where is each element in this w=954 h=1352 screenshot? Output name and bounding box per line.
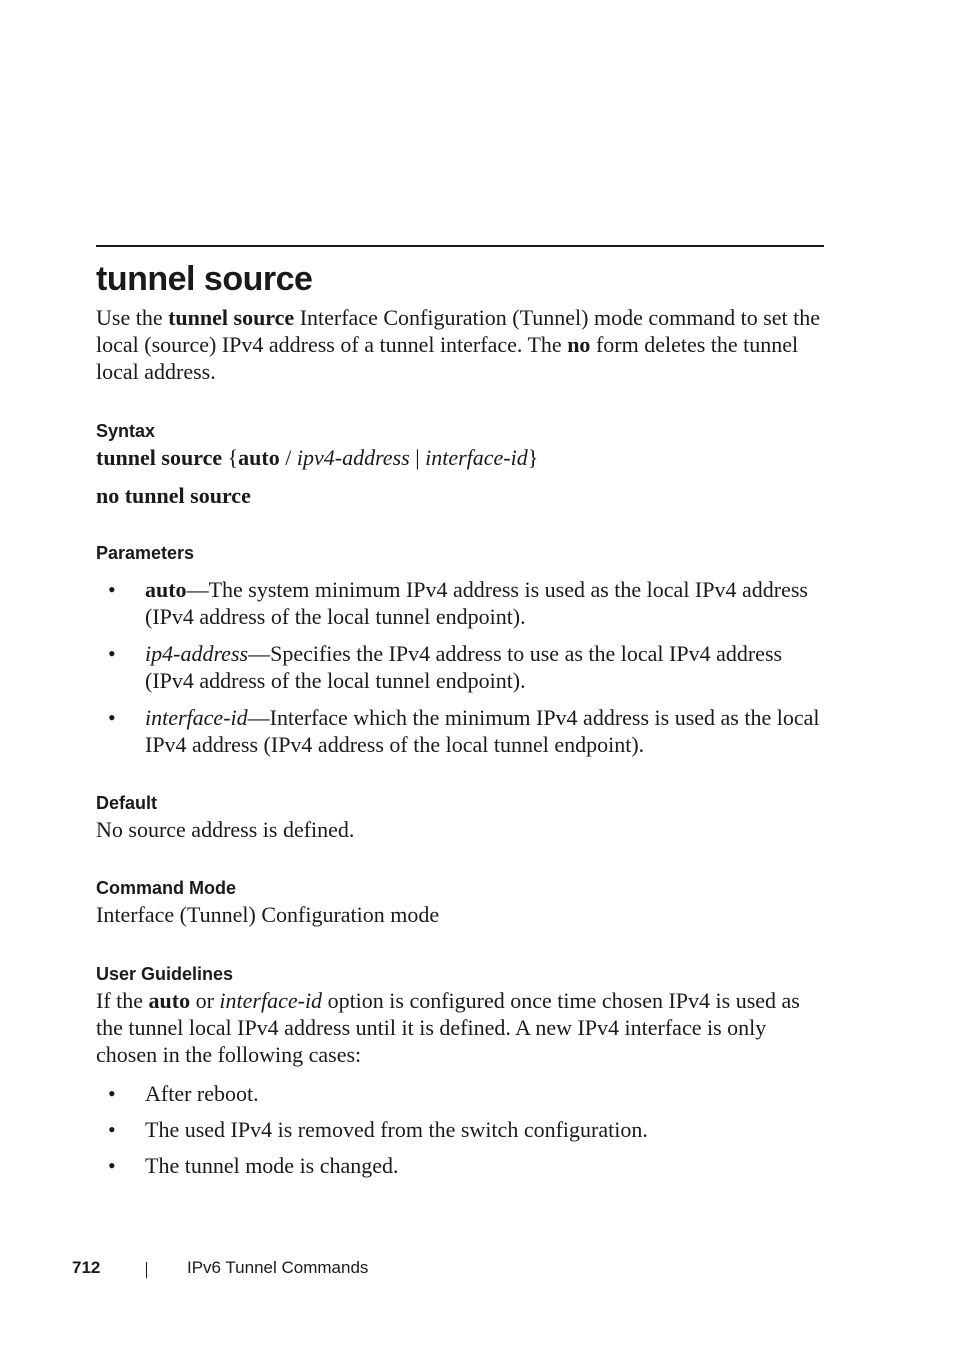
title-rule [96,245,824,247]
intro-paragraph: Use the tunnel source Interface Configuration (Tunnel) mode command to set the local (source) IPv4 address of a tunnel interface. The no form deletes the tunnel local address. [96,305,821,384]
syntax-no-line: no tunnel source [96,483,251,508]
guideline-item: The tunnel mode is changed. [145,1153,399,1178]
footer-section-title: IPv6 Tunnel Commands [187,1258,369,1277]
parameters-heading: Parameters [96,543,195,563]
syntax-heading: Syntax [96,421,156,441]
syntax-line: tunnel source {auto / ipv4-address | interface-id} [96,445,539,470]
param-item-ip4-address: ip4-address—Specifies the IPv4 address to use as the local IPv4 address (IPv4 address of the local tunnel endpoint). [145,641,783,693]
user-guidelines-heading: User Guidelines [96,964,234,984]
user-guidelines-text: If the auto or interface-id option is configured once time chosen IPv4 is used as the tunnel local IPv4 address until it is defined. A new IPv4 interface is only chosen in the following cases: [96,988,800,1067]
bullet-icon: • [108,641,116,666]
bullet-icon: • [108,705,116,730]
command-mode-text: Interface (Tunnel) Configuration mode [96,902,440,927]
param-item-auto: auto—The system minimum IPv4 address is used as the local IPv4 address (IPv4 address of the local tunnel endpoint). [145,577,808,629]
param-item-interface-id: interface-id—Interface which the minimum IPv4 address is used as the local IPv4 address (IPv4 address of the local tunnel endpoint). [145,705,820,757]
bullet-icon: • [108,1081,116,1106]
bullet-icon: • [108,1153,116,1178]
default-text: No source address is defined. [96,817,355,842]
bullet-icon: • [108,577,116,602]
bullet-icon: • [108,1117,116,1142]
guideline-item: The used IPv4 is removed from the switch configuration. [145,1117,648,1142]
no-keyword: no [567,332,591,357]
guideline-item: After reboot. [145,1081,259,1106]
footer-separator [146,1262,147,1278]
command-name: tunnel source [168,305,295,330]
command-mode-heading: Command Mode [96,878,237,898]
page-number: 712 [72,1258,101,1277]
page-title: tunnel source [96,260,313,298]
default-heading: Default [96,793,158,813]
